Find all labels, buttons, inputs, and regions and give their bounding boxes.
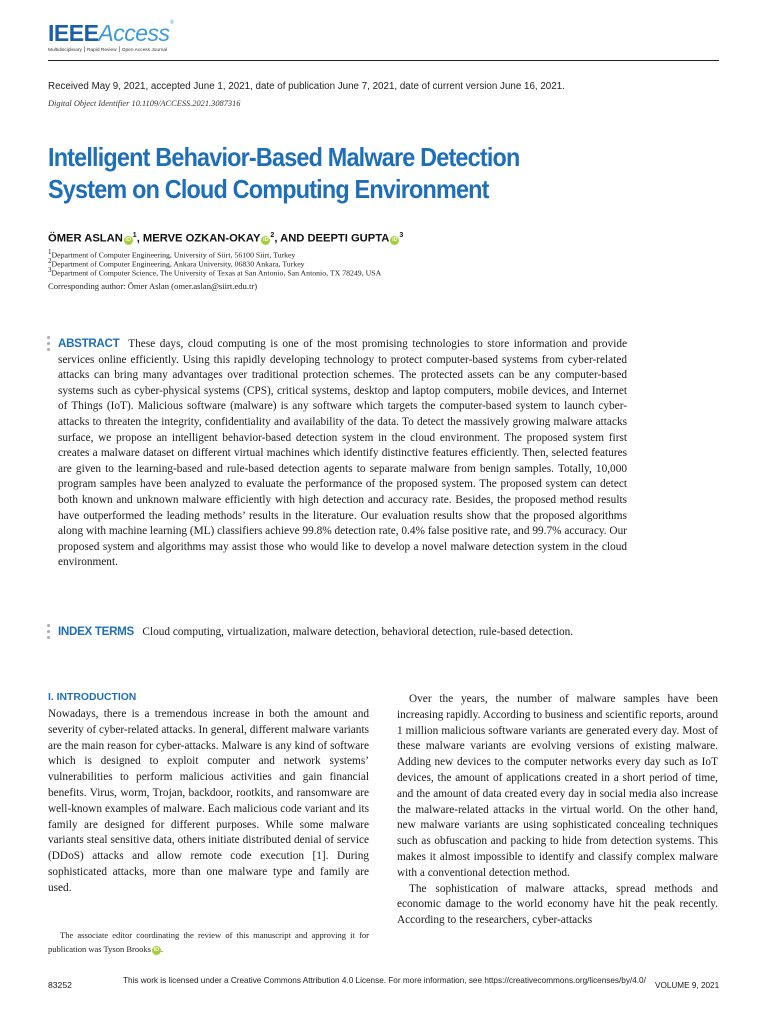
volume-info: VOLUME 9, 2021: [655, 981, 720, 990]
corresponding-author: Corresponding author: Ömer Aslan (omer.aslan@siirt.edu.tr): [48, 281, 258, 291]
affiliation-mark: 1: [48, 248, 52, 256]
editor-footnote: [48, 928, 369, 956]
abstract-label: ABSTRACT: [58, 337, 120, 350]
intro-right-column: [397, 692, 718, 929]
affiliation-text: Department of Computer Engineering, Ankara University, 06830 Ankara, Turkey: [51, 259, 305, 269]
footnote-end: .: [160, 944, 164, 954]
logo-sub: Access: [98, 20, 170, 46]
registered-mark: ®: [169, 20, 175, 26]
title-line-1: Intelligent Behavior-Based Malware Detection: [48, 142, 520, 172]
footnote-text: The associate editor coordinating the review of this manuscript and approving it for publication was Tyson Brooks: [48, 930, 369, 954]
index-terms: [58, 624, 627, 641]
affiliation-text: Department of Computer Science, The University of Texas at San Antonio, San Antonio, TX 78249, USA: [51, 268, 382, 278]
paper-title: [48, 141, 624, 205]
received-dates: Received May 9, 2021, accepted June 1, 2021, date of publication June 7, 2021, date of current version June 16, 2021.: [48, 81, 565, 92]
author-name: , MERVE OZKAN-OKAY: [136, 232, 261, 245]
abstract: [58, 336, 627, 571]
intro-left-column: Nowadays, there is a tremendous increase in both the amount and severity of cyber-related attacks. In general, different malware variants are the main reason for cyber-attacks. Malware is any kind of software which is designed to exploit computer and network systems’ vulnerabilities to perform malicious activities and gain financial benefits. Virus, worm, Trojan, backdoor, rootkits, and ransomware are well-known examples of malware. Each malicious code variant and its family are designed for different purposes. While some malware variants steal sensitive data, others initiate distributed denial of service (DDoS) attacks and allow remote code execution [1]. During sophisticated attacks, more than one malware type and family are used.: [48, 708, 369, 894]
title-line-2: System on Cloud Computing Environment: [48, 174, 489, 204]
orcid-icon[interactable]: iD: [263, 236, 269, 243]
author-affiliation-mark: 2: [270, 232, 275, 239]
page-number: 83252: [48, 980, 72, 990]
author-affiliation-mark: 1: [132, 232, 137, 239]
header-divider: [48, 60, 719, 61]
author-list: [48, 232, 403, 245]
abstract-marker-icon: [47, 336, 51, 354]
author-name: ÖMER ASLAN: [48, 232, 123, 245]
index-terms-marker-icon: [47, 624, 51, 642]
affiliation-text: Department of Computer Engineering, University of Siirt, 56100 Siirt, Turkey: [51, 250, 296, 260]
affiliation-mark: 2: [48, 257, 52, 265]
journal-logo: [48, 20, 174, 53]
abstract-text: These days, cloud computing is one of the most promising technologies to store information and provide services online efficiently. Using this rapidly developing technology to protect computer-based systems from cyber-related attacks can bring many advantages over traditional protection schemes. The protected assets can be any computer-based systems such as cyber-physical systems (CPS), critical systems, desktop and laptop computers, mobile devices, and Internet of Things (IoT). Malicious software (malware) is any software which targets the computer-based system to launch cyber-attacks to threaten the integrity, confidentiality and availability of the data. To detect the massively growing malware attacks surface, we propose an intelligent behavior-based detection system in the cloud environment. The proposed system first creates a malware dataset on different virtual machines which identify distinctive features efficiently. Then, selected features are given to the learning-based and rule-based detection agents to separate malware from benign samples. Totally, 10,000 program samples have been analyzed to evaluate the performance of the proposed system. The proposed system can detect both known and unknown malware efficiently with high detection and accuracy rate. Besides, the proposed method results have outperformed the leading methods’ results in the literature. Our evaluation results show that the proposed algorithms along with machine learning (ML) classifiers achieve 99.8% detection rate, 0.4% false positive rate, and 99.7% accuracy. Our proposed system and algorithms may assist those who would like to develop a novel malware detection system in the cloud environment.: [58, 338, 627, 569]
index-terms-label: INDEX TERMS: [58, 625, 134, 638]
journal-tagline: Multidisciplinary ⎮ Rapid Review ⎮ Open Access Journal: [48, 48, 168, 53]
logo-main: IEEE: [48, 20, 99, 46]
affiliation: [48, 266, 381, 278]
author-name: , AND DEEPTI GUPTA: [274, 232, 390, 245]
orcid-icon[interactable]: iD: [153, 947, 160, 953]
doi[interactable]: Digital Object Identifier 10.1109/ACCESS.2021.3087316: [48, 99, 241, 108]
section-heading: I. INTRODUCTION: [48, 692, 137, 703]
author-affiliation-mark: 3: [399, 232, 404, 239]
paragraph: Over the years, the number of malware samples have been increasing rapidly. According to business and scientific reports, around 1 million malicious software variants are generated every day. Most of these malware variants are evolving versions of existing malware. Adding new devices to the computer networks every day such as IoT devices, the amount of applications created in a short period of time, and the amount of data created every day in social media also increase the malware-related attacks in the virtual world. On the other hand, new malware variants are using sophisticated concealing techniques such as obfuscation and packing to hide from detection systems. This makes it almost impossible to identify and classify complex malware with a conventional detection method.: [397, 693, 718, 879]
orcid-icon[interactable]: iD: [392, 236, 398, 243]
affiliation-mark: 3: [48, 266, 52, 274]
index-terms-text: Cloud computing, virtualization, malware detection, behavioral detection, rule-based detection.: [142, 626, 574, 638]
orcid-icon[interactable]: iD: [125, 236, 132, 243]
paragraph: The sophistication of malware attacks, spread methods and economic damage to the world economy have hit the peak recently. According to the researchers, cyber-attacks: [397, 882, 718, 927]
license-notice[interactable]: This work is licensed under a Creative Commons Attribution 4.0 License. For more information, see https://creativecommons.org/licenses/by/4.0/: [123, 976, 646, 985]
